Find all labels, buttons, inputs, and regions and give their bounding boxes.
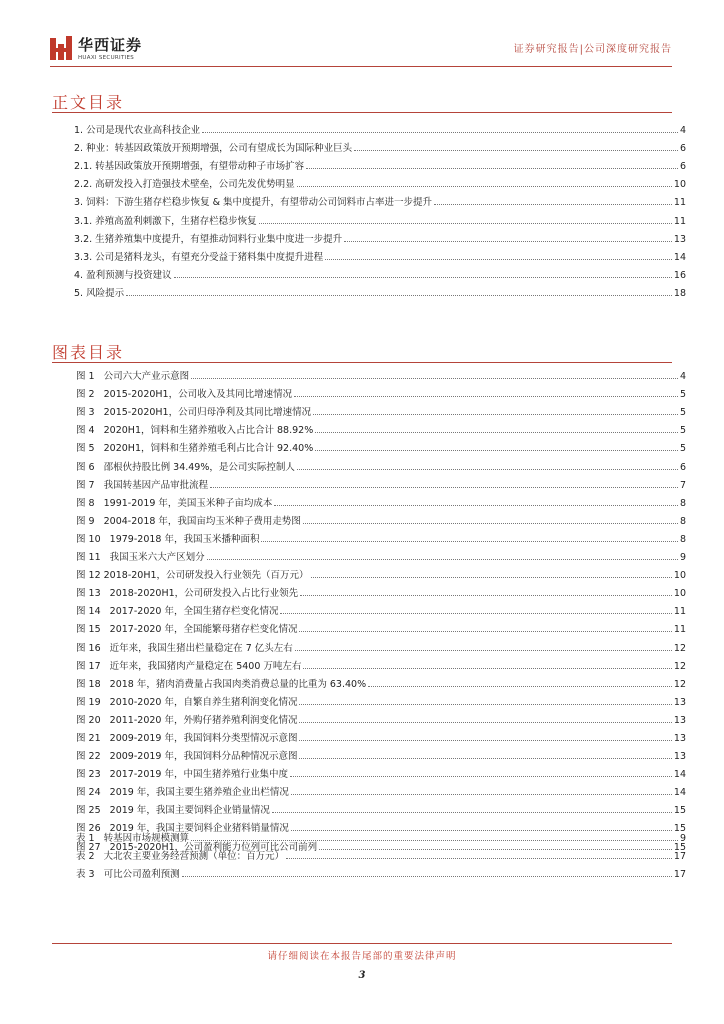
dot-leader	[299, 631, 671, 632]
figure-entry-title: 2015-2020H1，公司盈利能力位列可比公司前列	[109, 841, 318, 853]
dot-leader	[207, 559, 678, 560]
figure-entry-number: 图 22	[76, 751, 110, 763]
contents-entry-number: 2.1.	[74, 161, 96, 173]
dot-leader	[202, 132, 678, 133]
contents-entry[interactable]	[74, 263, 686, 281]
figure-entry-title: 2017-2020 年，全国生猪存栏变化情况	[109, 606, 279, 618]
report-type-label: 证券研究报告|公司深度研究报告	[513, 44, 672, 55]
figure-entry[interactable]	[76, 400, 686, 418]
table-entry[interactable]	[76, 826, 686, 844]
figure-entry-number: 图 16	[76, 642, 110, 654]
figure-entry-number: 图 20	[76, 714, 110, 726]
contents-entry[interactable]	[74, 227, 686, 245]
contents-entry-page: 11	[673, 215, 686, 227]
figure-entry-title: 2011-2020 年，外购仔猪养殖利润变化情况	[109, 714, 298, 726]
figure-entry-page: 11	[673, 624, 686, 636]
figure-entry-page: 14	[673, 769, 686, 781]
figure-entry[interactable]	[76, 726, 686, 744]
figure-entry-page: 13	[673, 751, 686, 763]
dot-leader	[300, 595, 672, 596]
figure-entry-title: 2018-20H1，公司研发投入行业领先（百万元）	[103, 570, 309, 582]
figure-entry-page: 13	[673, 732, 686, 744]
figure-entry-title: 近年来，我国生猪出栏量稳定在 7 亿头左右	[109, 642, 293, 654]
contents-entry[interactable]	[74, 281, 686, 299]
table-entry-page: 9	[679, 833, 686, 845]
figure-entry[interactable]	[76, 635, 686, 653]
dot-leader	[303, 668, 672, 669]
figure-entry-page: 5	[679, 425, 686, 437]
figure-entry-page: 12	[673, 678, 686, 690]
figure-entry-title: 2009-2019 年，我国饲料分品种情况示意图	[109, 751, 298, 763]
figure-entry-number: 图 11	[76, 552, 110, 564]
dot-leader	[354, 150, 678, 151]
table-entry[interactable]	[76, 841, 686, 863]
dot-leader	[299, 740, 671, 741]
table-entry-title: 可比公司盈利预测	[103, 869, 180, 881]
table-entry-page: 17	[673, 851, 686, 863]
figure-entry-page: 9	[679, 552, 686, 564]
figure-entry-number: 图 1	[76, 371, 104, 383]
figure-entry-page: 12	[673, 660, 686, 672]
figure-entry[interactable]	[76, 599, 686, 617]
dot-leader	[126, 295, 672, 296]
table-entry-number: 表 1	[76, 833, 104, 845]
dot-leader	[325, 259, 672, 260]
figures-list	[76, 364, 686, 853]
dot-leader	[315, 450, 678, 451]
figure-entry-title: 2017-2020 年，全国能繁母猪存栏变化情况	[109, 624, 298, 636]
dot-leader	[344, 241, 672, 242]
figure-entry-number: 图 8	[76, 497, 104, 509]
figure-entry-page: 5	[679, 407, 686, 419]
contents-entry-page: 18	[673, 287, 686, 299]
dot-leader	[434, 204, 672, 205]
table-entry-number: 表 2	[76, 851, 104, 863]
dot-leader	[274, 505, 678, 506]
figure-entry-title: 公司六大产业示意图	[103, 371, 190, 383]
figure-entry-number: 图 4	[76, 425, 104, 437]
dot-leader	[182, 876, 672, 877]
figure-entry-number: 图 27	[76, 841, 110, 853]
figure-entry-page: 14	[673, 787, 686, 799]
figure-entry[interactable]	[76, 436, 686, 454]
contents-entry-page: 13	[673, 233, 686, 245]
figure-entry-title: 我国转基因产品审批流程	[103, 479, 209, 491]
figure-entry-number: 图 3	[76, 407, 104, 419]
figure-entry-title: 2009-2019 年，我国饲料分类型情况示意图	[109, 732, 298, 744]
contents-entry[interactable]	[74, 118, 686, 136]
table-entry-title: 转基因市场规模测算	[103, 833, 190, 845]
contents-entry-number: 3.	[74, 197, 87, 209]
contents-entry-number: 2.	[74, 143, 87, 155]
figure-entry[interactable]	[76, 654, 686, 672]
figure-entry[interactable]	[76, 762, 686, 780]
figure-entry[interactable]	[76, 744, 686, 762]
figure-entry-number: 图 26	[76, 823, 110, 835]
dot-leader	[259, 223, 672, 224]
figure-entry-page: 8	[679, 533, 686, 545]
dot-leader	[191, 840, 678, 841]
figure-entry[interactable]	[76, 563, 686, 581]
figure-entry-title: 2018-2020H1，公司研发投入占比行业领先	[109, 588, 299, 600]
figure-entry[interactable]	[76, 491, 686, 509]
contents-entry-page: 10	[673, 179, 686, 191]
figure-entry-page: 13	[673, 714, 686, 726]
table-entry-title: 大北农主要业务经营预测（单位：百万元）	[103, 851, 285, 863]
figure-entry-page: 12	[673, 642, 686, 654]
figure-entry[interactable]	[76, 708, 686, 726]
dot-leader	[174, 277, 672, 278]
dot-leader	[290, 776, 672, 777]
contents-entry[interactable]	[74, 245, 686, 263]
contents-entry-page: 16	[673, 269, 686, 281]
contents-heading-rule	[52, 112, 672, 113]
huaxi-logo-icon	[50, 36, 72, 62]
figure-entry-page: 8	[679, 515, 686, 527]
contents-entry-number: 5.	[74, 287, 87, 299]
contents-entry-title: 高研发投入打造强技术壁垒，公司先发优势明显	[95, 179, 295, 191]
contents-entry-title: 转基因政策放开预期增强，有望带动种子市场扩容	[95, 161, 305, 173]
contents-entry-number: 2.2.	[74, 179, 96, 191]
figure-entry-title: 2018 年，猪肉消费量占我国肉类消费总量的比重为 63.40%	[109, 678, 367, 690]
figure-entry-title: 1991-2019 年，美国玉米种子亩均成本	[103, 497, 273, 509]
dot-leader	[191, 378, 678, 379]
figure-entry[interactable]	[76, 672, 686, 690]
figure-entry-number: 图 6	[76, 461, 104, 473]
figure-entry-page: 15	[673, 823, 686, 835]
figure-entry-title: 2019 年，我国主要生猪养殖企业出栏情况	[109, 787, 289, 799]
figure-entry[interactable]	[76, 798, 686, 816]
figure-entry[interactable]	[76, 581, 686, 599]
figure-entry-number: 图 15	[76, 624, 110, 636]
figure-entry[interactable]	[76, 780, 686, 798]
figure-entry-number: 图 9	[76, 515, 104, 527]
figure-entry-title: 2020H1，饲料和生猪养殖毛利占比合计 92.40%	[103, 443, 314, 455]
contents-entry[interactable]	[74, 172, 686, 190]
legal-notice: 请仔细阅读在本报告尾部的重要法律声明	[267, 951, 457, 962]
figure-entry-number: 图 2	[76, 389, 104, 401]
figures-heading-rule	[52, 362, 672, 363]
dot-leader	[313, 414, 678, 415]
contents-entry-title: 公司是现代农业高科技企业	[86, 125, 201, 137]
contents-entry-number: 1.	[74, 125, 87, 137]
contents-entry-title: 盈利预测与投资建议	[86, 269, 172, 281]
figure-entry-title: 2015-2020H1，公司归母净利及其同比增速情况	[103, 407, 312, 419]
contents-entry[interactable]	[74, 208, 686, 226]
contents-entry-number: 3.3.	[74, 251, 96, 263]
dot-leader	[295, 650, 672, 651]
contents-entry-title: 种业：转基因政策放开预期增强，公司有望成长为国际种业巨头	[86, 143, 353, 155]
figure-entry-title: 2019 年，我国主要饲料企业销量情况	[109, 805, 270, 817]
contents-entry-title: 养殖高盈利刺激下，生猪存栏稳步恢复	[95, 215, 257, 227]
figure-entry-page: 10	[673, 588, 686, 600]
figure-entry-page: 6	[679, 461, 686, 473]
logo-name-cn: 华西证券	[78, 35, 143, 54]
figure-entry-title: 邵根伙持股比例 34.49%，是公司实际控制人	[103, 461, 295, 473]
dot-leader	[286, 858, 672, 859]
figure-entry-title: 2015-2020H1，公司收入及其同比增速情况	[103, 389, 293, 401]
contents-entry-title: 风险提示	[86, 287, 125, 299]
figure-entry-title: 2019 年，我国主要饲料企业猪料销量情况	[109, 823, 289, 835]
table-entry-page: 17	[673, 869, 686, 881]
figure-entry-number: 图 10	[76, 533, 110, 545]
contents-entry-page: 6	[679, 143, 686, 155]
figure-entry-page: 7	[679, 479, 686, 491]
tables-list	[76, 826, 686, 880]
dot-leader	[280, 613, 671, 614]
dot-leader	[291, 794, 672, 795]
contents-entry-number: 3.1.	[74, 215, 96, 227]
contents-entry[interactable]	[74, 136, 686, 154]
dot-leader	[315, 432, 678, 433]
contents-entry-page: 6	[679, 161, 686, 173]
contents-entry-title: 饲料：下游生猪存栏稳步恢复 & 集中度提升，有望带动公司饲料市占率进一步提升	[86, 197, 433, 209]
figure-entry[interactable]	[76, 617, 686, 635]
company-logo	[50, 34, 142, 64]
figure-entry-title: 2004-2018 年，我国亩均玉米种子费用走势图	[103, 515, 301, 527]
contents-entry[interactable]	[74, 190, 686, 208]
figures-heading: 图表目录	[52, 343, 125, 362]
contents-heading: 正文目录	[52, 93, 125, 112]
figure-entry-page: 13	[673, 696, 686, 708]
figure-entry-title: 近年来，我国猪肉产量稳定在 5400 万吨左右	[109, 660, 302, 672]
figure-entry[interactable]	[76, 454, 686, 472]
dot-leader	[306, 168, 678, 169]
figure-entry-page: 10	[673, 570, 686, 582]
logo-name-en: HUAXI SECURITIES	[78, 54, 135, 61]
figure-entry-number: 图 14	[76, 606, 110, 618]
figure-entry-number: 图 17	[76, 660, 110, 672]
figure-entry-page: 4	[679, 371, 686, 383]
figure-entry-title: 2017-2019 年，中国生猪养殖行业集中度	[109, 769, 288, 781]
figure-entry-page: 8	[679, 497, 686, 509]
contents-entry-page: 11	[673, 197, 686, 209]
dot-leader	[299, 758, 671, 759]
figure-entry-page: 5	[679, 443, 686, 455]
dot-leader	[368, 686, 672, 687]
figure-entry[interactable]	[76, 418, 686, 436]
figure-entry[interactable]	[76, 382, 686, 400]
dot-leader	[294, 396, 678, 397]
contents-entry-title: 公司是猪料龙头，有望充分受益于猪料集中度提升进程	[95, 251, 324, 263]
figure-entry-number: 图 23	[76, 769, 110, 781]
contents-entry[interactable]	[74, 154, 686, 172]
contents-entry-number: 4.	[74, 269, 87, 281]
figure-entry[interactable]	[76, 527, 686, 545]
page-number: 3	[358, 970, 366, 981]
table-entry[interactable]	[76, 862, 686, 880]
figure-entry-page: 15	[673, 805, 686, 817]
figure-entry-number: 图 25	[76, 805, 110, 817]
figure-entry-title: 我国玉米六大产区划分	[109, 552, 205, 564]
figure-entry-title: 1979-2018 年，我国玉米播种面积	[109, 533, 260, 545]
figure-entry-page: 5	[679, 389, 686, 401]
figure-entry[interactable]	[76, 473, 686, 491]
figure-entry-number: 图 5	[76, 443, 104, 455]
header-divider	[50, 66, 672, 67]
dot-leader	[303, 523, 678, 524]
figure-entry-number: 图 18	[76, 678, 110, 690]
figure-entry-title: 2020H1，饲料和生猪养殖收入占比合计 88.92%	[103, 425, 314, 437]
contents-list	[74, 118, 686, 299]
figure-entry-number: 图 24	[76, 787, 110, 799]
figure-entry[interactable]	[76, 545, 686, 563]
contents-entry-page: 14	[673, 251, 686, 263]
dot-leader	[210, 487, 678, 488]
figure-entry-page: 11	[673, 606, 686, 618]
figure-entry-page: 15	[673, 841, 686, 853]
dot-leader	[297, 469, 678, 470]
figure-entry[interactable]	[76, 509, 686, 527]
dot-leader	[299, 722, 671, 723]
figure-entry[interactable]	[76, 690, 686, 708]
figure-entry-number: 图 7	[76, 479, 104, 491]
figure-entry-number: 图 12	[76, 570, 104, 582]
footer-divider	[52, 943, 672, 944]
figure-entry-number: 图 13	[76, 588, 110, 600]
dot-leader	[272, 812, 672, 813]
table-entry-number: 表 3	[76, 869, 104, 881]
contents-entry-page: 4	[679, 125, 686, 137]
dot-leader	[261, 541, 677, 542]
figure-entry-number: 图 19	[76, 696, 110, 708]
contents-entry-title: 生猪养殖集中度提升，有望推动饲料行业集中度进一步提升	[95, 233, 343, 245]
figure-entry-title: 2010-2020 年，自繁自养生猪利润变化情况	[109, 696, 298, 708]
dot-leader	[299, 704, 671, 705]
figure-entry-number: 图 21	[76, 732, 110, 744]
dot-leader	[311, 577, 672, 578]
dot-leader	[297, 186, 672, 187]
figure-entry[interactable]	[76, 364, 686, 382]
contents-entry-number: 3.2.	[74, 233, 96, 245]
